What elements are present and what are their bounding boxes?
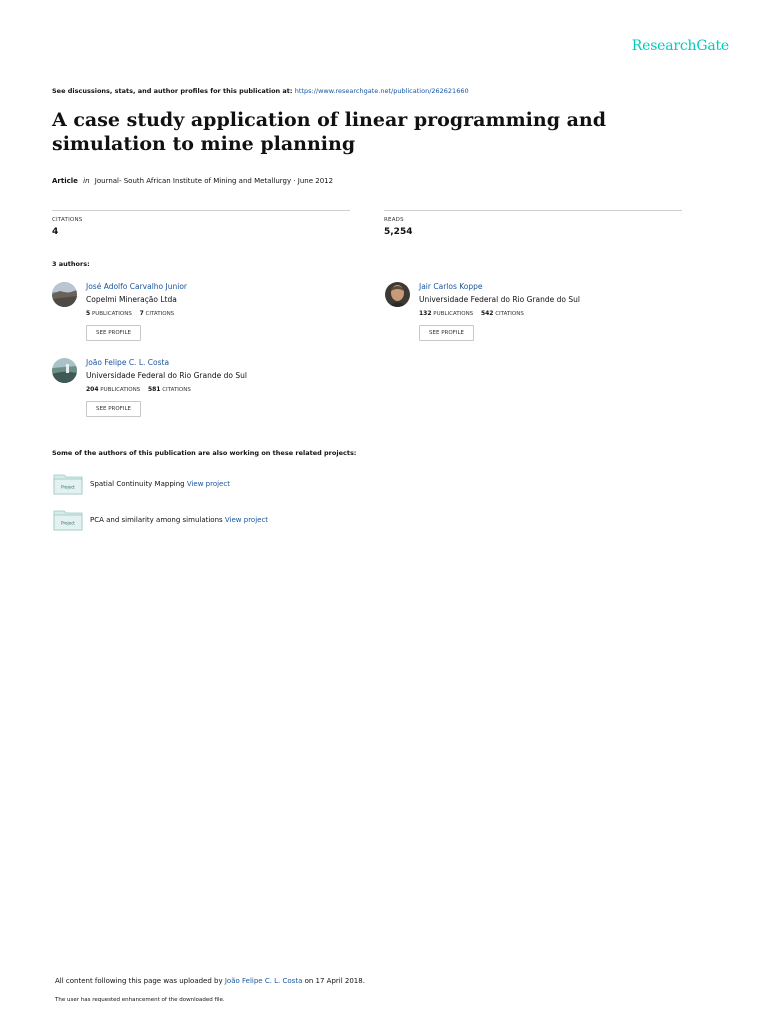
discuss-text: See discussions, stats, and author profiles for this publication at: — [52, 87, 293, 95]
citations-count: 7 — [139, 310, 144, 317]
citations-count: 581 — [147, 386, 161, 393]
author-stats — [419, 310, 524, 317]
publications-count: 5 — [86, 310, 91, 317]
citations-stat — [52, 210, 350, 237]
researchgate-logo[interactable]: ResearchGate — [631, 38, 729, 54]
publications-label: PUBLICATIONS — [433, 311, 474, 317]
view-project-link[interactable]: View project — [224, 516, 269, 524]
publications-label: PUBLICATIONS — [100, 387, 141, 393]
project-item — [52, 509, 452, 533]
author-name[interactable]: Jair Carlos Koppe — [419, 282, 483, 291]
venue-date: Journal- South African Institute of Mining and Metallurgy · June 2012 — [94, 177, 334, 185]
project-icon-label: Project — [61, 484, 75, 490]
author-stats — [86, 386, 191, 393]
reads-label: READS — [384, 217, 404, 223]
uploader-link[interactable]: João Felipe C. L. Costa — [224, 977, 303, 985]
project-text — [90, 516, 268, 524]
enhancement-note: The user has requested enhancement of the downloaded file. — [55, 997, 225, 1003]
paper-title: A case study application of linear programming and simulation to mine planning — [52, 109, 607, 155]
citations-value: 4 — [52, 227, 59, 237]
project-text — [90, 480, 230, 488]
uploaded-note — [55, 977, 365, 985]
project-icon-label: Project — [61, 520, 75, 526]
author-name[interactable]: José Adolfo Carvalho Junior — [86, 282, 187, 291]
see-profile-button[interactable]: SEE PROFILE — [86, 325, 141, 341]
see-profile-button[interactable]: SEE PROFILE — [419, 325, 474, 341]
citations-count: 542 — [480, 310, 494, 317]
project-folder-icon — [53, 473, 83, 495]
publications-count: 204 — [86, 386, 99, 393]
publication-url-link[interactable]: https://www.researchgate.net/publication/262621660 — [294, 87, 469, 95]
project-name: PCA and similarity among simulations — [90, 516, 223, 524]
publications-label: PUBLICATIONS — [91, 311, 132, 317]
citations-label: CITATIONS — [162, 387, 191, 393]
author-card — [385, 282, 685, 352]
author-avatar[interactable] — [52, 282, 77, 307]
author-card — [52, 282, 352, 352]
see-profile-button[interactable]: SEE PROFILE — [86, 401, 141, 417]
uploaded-prefix: All content following this page was uploaded by — [55, 977, 223, 985]
author-institution: Universidade Federal do Rio Grande do Sul — [419, 295, 580, 304]
author-institution: Copelmi Mineração Ltda — [86, 295, 177, 304]
related-projects-heading: Some of the authors of this publication are also working on these related projects: — [52, 449, 357, 457]
author-avatar[interactable] — [52, 358, 77, 383]
uploaded-suffix: on 17 April 2018. — [304, 977, 365, 985]
view-project-link[interactable]: View project — [186, 480, 230, 488]
citations-label: CITATIONS — [145, 311, 175, 317]
author-stats — [86, 310, 174, 317]
article-type: Article — [52, 177, 78, 185]
project-folder-icon — [53, 509, 83, 531]
author-institution: Universidade Federal do Rio Grande do Sul — [86, 371, 247, 380]
citations-label: CITATIONS — [52, 217, 83, 223]
project-name: Spatial Continuity Mapping — [90, 480, 185, 488]
publications-count: 132 — [419, 310, 432, 317]
author-name[interactable]: João Felipe C. L. Costa — [86, 358, 170, 367]
citations-label: CITATIONS — [495, 311, 524, 317]
reads-stat — [384, 210, 682, 237]
authors-heading: 3 authors: — [52, 260, 90, 268]
publication-meta — [52, 177, 333, 185]
discuss-line — [52, 87, 469, 95]
project-item — [52, 473, 452, 497]
in-word: in — [83, 177, 90, 185]
reads-value: 5,254 — [384, 227, 413, 237]
author-avatar[interactable] — [385, 282, 410, 307]
author-card — [52, 358, 352, 428]
